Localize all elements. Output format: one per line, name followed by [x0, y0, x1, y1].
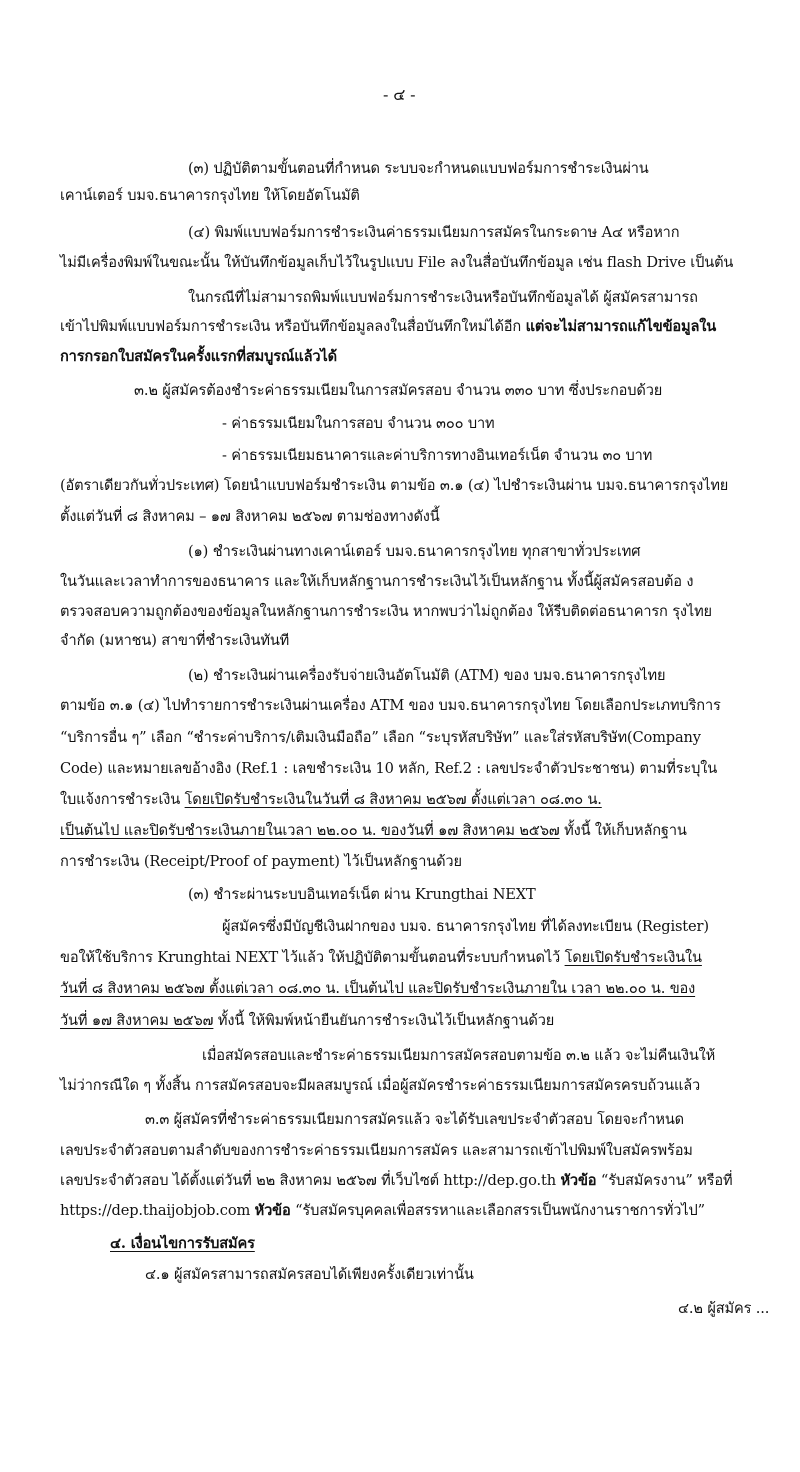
- page-number: - ๔ -: [383, 85, 416, 104]
- underlined-text-segment: วันที่ ๑๗ สิงหาคม ๒๕๖๗: [60, 1012, 214, 1029]
- paragraph-line: เลขประจำตัวสอบตามลำดับของการชำระค่าธรรมเนียมการสมัคร และสามารถเข้าไปพิมพ์ใบสมัครพร้อม: [60, 1142, 693, 1159]
- paragraph-line: วันที่ ๘ สิงหาคม ๒๕๖๗ ตั้งแต่เวลา ๐๘.๓๐ น. เป็นต้นไป และปิดรับชำระเงินภายใน เวลา ๒๒.๐๐ น. ของ: [60, 980, 696, 997]
- paragraph-line: ไม่มีเครื่องพิมพ์ในขณะนั้น ให้บันทึกข้อมูลเก็บไว้ในรูปแบบ File ลงในสื่อบันทึกข้อมูล เช่น flash Drive เป็นต้น: [60, 254, 734, 271]
- bold-text-segment: หัวข้อ: [560, 1172, 597, 1189]
- paragraph-line: ตรวจสอบความถูกต้องของข้อมูลในหลักฐานการชำระเงิน หากพบว่าไม่ถูกต้อง ให้รีบติดต่อธนาคารก รุงไทย: [60, 603, 712, 620]
- paragraph-line: [60, 314, 716, 340]
- paragraph-line: (๔) พิมพ์แบบฟอร์มการชำระเงินค่าธรรมเนียมการสมัครในกระดาษ A๔ หรือหาก: [188, 224, 680, 241]
- paragraph-line: [60, 787, 602, 813]
- continued-marker: ๔.๒ ผู้สมัคร ...: [678, 1300, 770, 1317]
- text-segment: ใบแจ้งการชำระเงิน: [60, 791, 181, 808]
- text-segment: “รับสมัครงาน” หรือที่: [600, 1172, 733, 1189]
- paragraph-line: Code) และหมายเลขอ้างอิง (Ref.1 : เลขชำระเงิน 10 หลัก, Ref.2 : เลขประจำตัวประชาชน) ตามที่ระบุใน: [60, 760, 718, 777]
- bold-text-segment: แต่จะไม่สามารถแก้ไขข้อมูลใน: [525, 318, 717, 335]
- paragraph-line: เคาน์เตอร์ บมจ.ธนาคารกรุงไทย ให้โดยอัตโนมัติ: [60, 187, 360, 204]
- paragraph-line: การกรอกใบสมัครในครั้งแรกที่สมบูรณ์แล้วได้: [60, 348, 337, 365]
- bold-text-segment: หัวข้อ: [254, 1202, 291, 1219]
- paragraph-line: (๓) ชำระผ่านระบบอินเทอร์เน็ต ผ่าน Krungthai NEXT: [188, 886, 536, 903]
- underlined-text-segment: โดยเปิดรับชำระเงินในวันที่ ๘ สิงหาคม ๒๕๖๗ ตั้งแต่เวลา ๐๘.๓๐ น.: [184, 791, 602, 808]
- paragraph-line: ตามข้อ ๓.๑ (๔) ไปทำรายการชำระเงินผ่านเครื่อง ATM ของ บมจ.ธนาคารกรุงไทย โดยเลือกประเภทบริการ: [60, 697, 721, 714]
- list-item: - ค่าธรรมเนียมธนาคารและค่าบริการทางอินเทอร์เน็ต จำนวน ๓๐ บาท: [222, 447, 653, 464]
- paragraph-line: ตั้งแต่วันที่ ๘ สิงหาคม – ๑๗ สิงหาคม ๒๕๖๗ ตามช่องทางดังนี้: [60, 508, 440, 525]
- paragraph-line: ในวันและเวลาทำการของธนาคาร และให้เก็บหลักฐานการชำระเงินไว้เป็นหลักฐาน ทั้งนี้ผู้สมัครสอบต้อ ง: [60, 573, 694, 590]
- underlined-text-segment: โดยเปิดรับชำระเงินใน: [564, 949, 702, 966]
- paragraph-line: เมื่อสมัครสอบและชำระค่าธรรมเนียมการสมัครสอบตามข้อ ๓.๒ แล้ว จะไม่คืนเงินให้: [202, 1047, 716, 1064]
- text-segment: “รับสมัครบุคคลเพื่อสรรหาและเลือกสรรเป็นพนักงานราชการทั่วไป”: [295, 1202, 705, 1219]
- text-segment: ทั้งนี้ ให้เก็บหลักฐาน: [564, 822, 687, 839]
- paragraph-line: ๔.๑ ผู้สมัครสามารถสมัครสอบได้เพียงครั้งเดียวเท่านั้น: [145, 1266, 474, 1283]
- underlined-text-segment: เป็นต้นไป และปิดรับชำระเงินภายในเวลา ๒๒.๐๐ น. ของวันที่ ๑๗ สิงหาคม ๒๕๖๗: [60, 822, 560, 839]
- paragraph-line: [60, 1168, 732, 1194]
- text-segment: ขอให้ใช้บริการ Krunghtai NEXT ไว้แล้ว ให้ปฏิบัติตามขั้นตอนที่ระบบกำหนดไว้: [60, 949, 561, 966]
- paragraph-line: ไม่ว่ากรณีใด ๆ ทั้งสิ้น การสมัครสอบจะมีผลสมบูรณ์ เมื่อผู้สมัครชำระค่าธรรมเนียมการสมัครครบถ้วนแล้ว: [60, 1077, 701, 1094]
- section-3-3-heading: ๓.๓ ผู้สมัครที่ชำระค่าธรรมเนียมการสมัครแล้ว จะได้รับเลขประจำตัวสอบ โดยจะกำหนด: [145, 1111, 684, 1128]
- paragraph-line: [60, 945, 702, 971]
- text-segment: เข้าไปพิมพ์แบบฟอร์มการชำระเงิน หรือบันทึกข้อมูลลงในสื่อบันทึกใหม่ได้อีก: [60, 318, 522, 335]
- text-segment: https://dep.thaijobjob.com: [60, 1202, 251, 1219]
- paragraph-line: (อัตราเดียวกันทั่วประเทศ) โดยนำแบบฟอร์มชำระเงิน ตามข้อ ๓.๑ (๔) ไปชำระเงินผ่าน บมจ.ธนาคารกรุงไทย: [60, 477, 729, 494]
- text-segment: ทั้งนี้ ให้พิมพ์หน้ายืนยันการชำระเงินไว้เป็นหลักฐานด้วย: [217, 1012, 555, 1029]
- paragraph-line: (๒) ชำระเงินผ่านเครื่องรับจ่ายเงินอัตโนมัติ (ATM) ของ บมจ.ธนาคารกรุงไทย: [188, 667, 666, 684]
- paragraph-line: (๓) ปฏิบัติตามขั้นตอนที่กำหนด ระบบจะกำหนดแบบฟอร์มการชำระเงินผ่าน: [188, 160, 649, 177]
- paragraph-line: “บริการอื่น ๆ” เลือก “ชำระค่าบริการ/เติมเงินมือถือ” เลือก “ระบุรหัสบริษัท” และใส่รหัสบริษัท(Company: [60, 729, 701, 746]
- paragraph-line: (๑) ชำระเงินผ่านทางเคาน์เตอร์ บมจ.ธนาคารกรุงไทย ทุกสาขาทั่วประเทศ: [188, 543, 641, 560]
- paragraph-line: การชำระเงิน (Receipt/Proof of payment) ไว้เป็นหลักฐานด้วย: [60, 853, 462, 870]
- paragraph-line: จำกัด (มหาชน) สาขาที่ชำระเงินทันที: [60, 632, 290, 649]
- text-segment: เลขประจำตัวสอบ ได้ตั้งแต่วันที่ ๒๒ สิงหาคม ๒๕๖๗ ที่เว็บไซต์ http://dep.go.th: [60, 1172, 556, 1189]
- paragraph-line: ในกรณีที่ไม่สามารถพิมพ์แบบฟอร์มการชำระเงินหรือบันทึกข้อมูลได้ ผู้สมัครสามารถ: [188, 289, 698, 306]
- paragraph-line: [60, 1198, 705, 1224]
- paragraph-line: [60, 1008, 554, 1034]
- list-item: - ค่าธรรมเนียมในการสอบ จำนวน ๓๐๐ บาท: [222, 415, 495, 432]
- section-3-2-heading: ๓.๒ ผู้สมัครต้องชำระค่าธรรมเนียมในการสมัครสอบ จำนวน ๓๓๐ บาท ซึ่งประกอบด้วย: [134, 382, 663, 399]
- paragraph-line: [60, 818, 687, 844]
- paragraph-line: ผู้สมัครซึ่งมีบัญชีเงินฝากของ บมจ. ธนาคารกรุงไทย ที่ได้ลงทะเบียน (Register): [222, 918, 709, 935]
- section-4-heading: ๔. เงื่อนไขการรับสมัคร: [110, 1235, 255, 1252]
